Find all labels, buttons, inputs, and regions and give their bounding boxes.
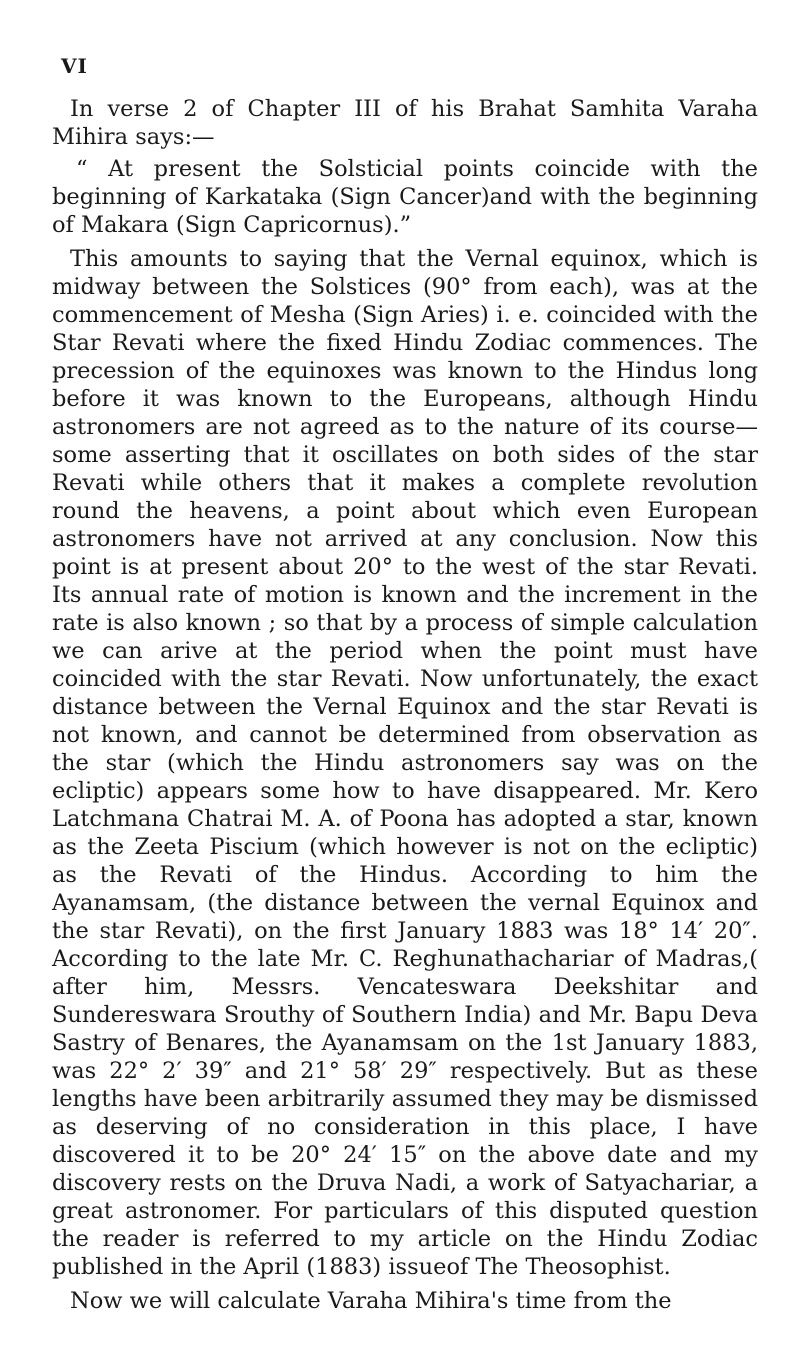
- paragraph-quote: “ At present the Solsticial points coincide with the beginning of Karkataka (Sign Cancer)and with the beginning of Makara (Sign Capricornus).”: [52, 156, 758, 238]
- paragraph-intro: In verse 2 of Chapter III of his Brahat Samhita Varaha Mihira says:—: [52, 96, 758, 150]
- page-number: VI: [61, 54, 88, 78]
- body-text: [52, 95, 758, 1338]
- paragraph-continuation: Now we will calculate Varaha Mihira's time from the: [70, 1288, 672, 1314]
- paragraph-main: This amounts to saying that the Vernal equinox, which is midway between the Solstices (90° from each), was at the commencement of Mesha (Sign Aries) i. e. coincided with the Star Revati where the fixed Hindu Zodiac commences. The precession of the equinoxes was known to the Hindus long before it was known to the Europeans, although Hindu astronomers are not agreed as to the nature of its course— some asserting that it oscillates on both sides of the star Revati while others that it makes a complete revolution round the heavens, a point about which even European astronomers have not arrived at any conclusion. Now this point is at present about 20° to the west of the star Revati. Its annual rate of motion is known and the increment in the rate is also known ; so that by a process of simple calculation we can arive at the period when the point must have coincided with the star Revati. Now unfortunately, the exact distance between the Vernal Equinox and the star Revati is not known, and cannot be determined from observation as the star (which the Hindu astronomers say was on the ecliptic) appears some how to have disappeared. Mr. Kero Latchmana Chatrai M. A. of Poona has adopted a star, known as the Zeeta Piscium (which however is not on the ecliptic) as the Revati of the Hindus. According to him the Ayanamsam, (the distance between the vernal Equinox and the star Revati), on the first January 1883 was 18° 14′ 20″. According to the late Mr. C. Reghunathachariar of Madras,( after him, Messrs. Vencateswara Deekshitar and Sundereswara Srouthy of Southern India) and Mr. Bapu Deva Sastry of Benares, the Ayanamsam on the 1st January 1883, was 22° 2′ 39″ and 21° 58′ 29″ respectively. But as these lengths have been arbitrarily assumed they may be dismissed as deserving of no consideration in this place, I have discovered it to be 20° 24′ 15″ on the above date and my discovery rests on the Druva Nadi, a work of Satyachariar, a great astronomer. For particulars of this disputed question the reader is referred to my article on the Hindu Zodiac published in the April (1883) issueof The Theosophist.: [52, 246, 758, 1280]
